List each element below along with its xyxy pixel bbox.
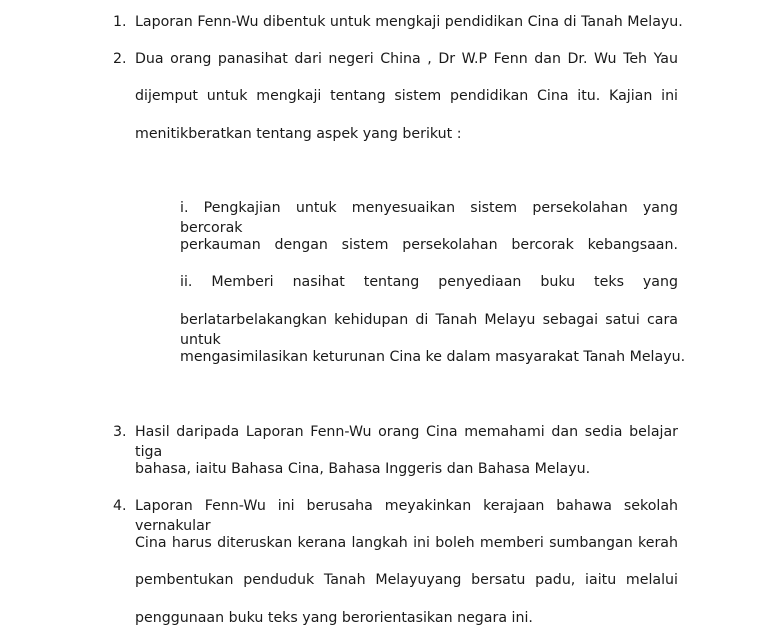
- subitem-line: i. Pengkajian untuk menyesuaikan sistem persekolahan yang bercorak: [180, 200, 678, 236]
- item-3-line-1: Hasil daripada Laporan Fenn-Wu orang Cina memahami dan sedia belajar tiga: [135, 424, 678, 460]
- item-number: 1.: [113, 14, 127, 30]
- item-4-line-1: Laporan Fenn-Wu ini berusaha meyakinkan kerajaan bahawa sekolah vernakular: [135, 498, 678, 534]
- subitem-line: ii. Memberi nasihat tentang penyediaan buku teks yang: [180, 274, 678, 290]
- item-number: 4.: [113, 498, 127, 514]
- item-2-line-3: menitikberatkan tentang aspek yang berikut :: [135, 126, 462, 142]
- item-4-line-3: pembentukan penduduk Tanah Melayuyang bersatu padu, iaitu melalui: [135, 572, 678, 588]
- item-1-line-1: Laporan Fenn-Wu dibentuk untuk mengkaji pendidikan Cina di Tanah Melayu.: [135, 14, 683, 30]
- item-2-line-2: dijemput untuk mengkaji tentang sistem pendidikan Cina itu. Kajian ini: [135, 88, 678, 104]
- item-number: 2.: [113, 51, 127, 67]
- item-number: 3.: [113, 424, 127, 440]
- subitem-line: berlatarbelakangkan kehidupan di Tanah Melayu sebagai satui cara untuk: [180, 312, 678, 348]
- item-4-line-2: Cina harus diteruskan kerana langkah ini boleh memberi sumbangan kerah: [135, 535, 678, 551]
- item-3-line-2: bahasa, iaitu Bahasa Cina, Bahasa Inggeris dan Bahasa Melayu.: [135, 461, 591, 477]
- subitem-line: perkauman dengan sistem persekolahan bercorak kebangsaan.: [180, 237, 678, 253]
- subitem-line: mengasimilasikan keturunan Cina ke dalam masyarakat Tanah Melayu.: [180, 349, 686, 365]
- item-4-line-4: penggunaan buku teks yang berorientasikan negara ini.: [135, 610, 533, 626]
- item-2-line-1: Dua orang panasihat dari negeri China , Dr W.P Fenn dan Dr. Wu Teh Yau: [135, 51, 678, 67]
